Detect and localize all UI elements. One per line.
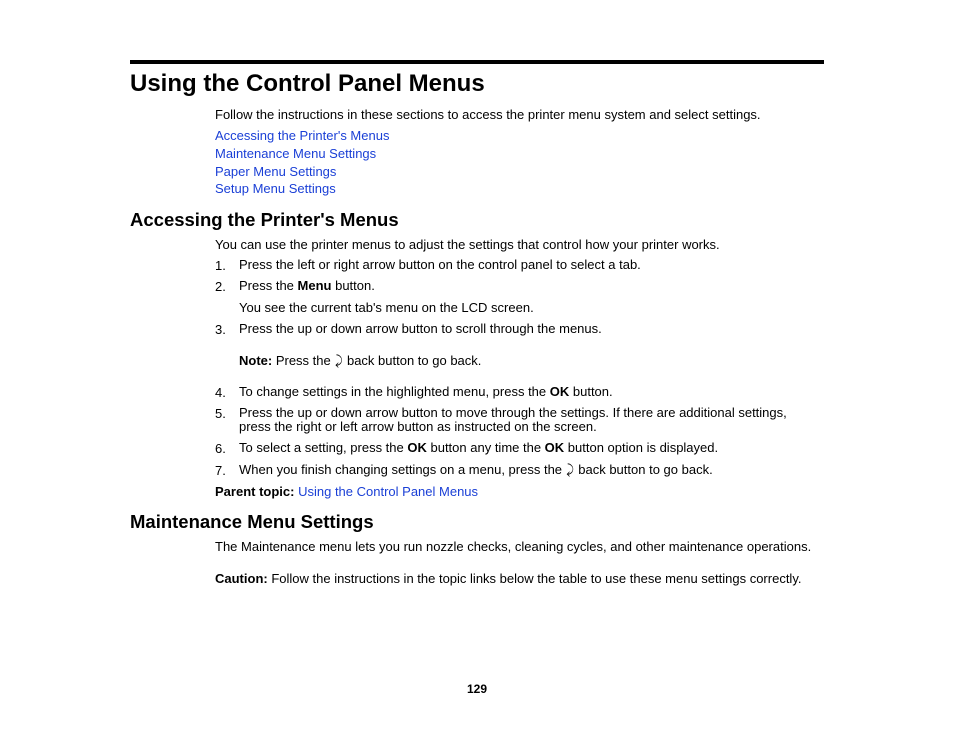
step-number: 4.: [215, 385, 226, 400]
step-number: 3.: [215, 322, 226, 337]
step-text: To change settings in the highlighted menu, press the OK button.: [239, 384, 613, 399]
step-text: When you finish changing settings on a menu, press the ⤸ back button to go back.: [239, 462, 713, 477]
link-maintenance-menu[interactable]: Maintenance Menu Settings: [215, 146, 377, 161]
parent-topic-link[interactable]: Using the Control Panel Menus: [298, 484, 479, 499]
step-result: You see the current tab's menu on the LCD screen.: [239, 300, 534, 315]
parent-topic: Parent topic: Using the Control Panel Menus: [215, 484, 479, 499]
step-number: 1.: [215, 258, 226, 273]
note: Note: Press the ⤸ back button to go back.: [239, 353, 482, 368]
step-text: Press the up or down arrow button to move through the settings. If there are additional settings, press the right or left arrow button as instructed on the screen.: [239, 405, 787, 434]
link-accessing-menus[interactable]: Accessing the Printer's Menus: [215, 128, 390, 143]
step-number: 2.: [215, 279, 226, 294]
step-text: Press the left or right arrow button on the control panel to select a tab.: [239, 257, 641, 272]
title-rule: [130, 60, 824, 64]
section-heading-accessing: Accessing the Printer's Menus: [130, 209, 399, 230]
step-text: Press the Menu button.: [239, 278, 375, 293]
step-number: 5.: [215, 406, 226, 421]
section-heading-maintenance: Maintenance Menu Settings: [130, 511, 374, 532]
step-number: 7.: [215, 463, 226, 478]
link-setup-menu[interactable]: Setup Menu Settings: [215, 181, 336, 196]
page-number: 129: [466, 682, 488, 696]
step-text: To select a setting, press the OK button any time the OK button option is displayed.: [239, 440, 719, 455]
accessing-intro: You can use the printer menus to adjust the settings that control how your printer works.: [215, 237, 720, 252]
page-title: Using the Control Panel Menus: [130, 70, 485, 97]
back-arrow-icon: ⤸: [334, 353, 343, 368]
back-arrow-icon: ⤸: [566, 462, 575, 477]
menu-button-name: Menu: [297, 278, 332, 293]
step-text: Press the up or down arrow button to scroll through the menus.: [239, 321, 602, 336]
maintenance-intro: The Maintenance menu lets you run nozzle checks, cleaning cycles, and other maintenance operations.: [215, 539, 812, 554]
caution: Caution: Follow the instructions in the topic links below the table to use these menu settings correctly.: [215, 571, 802, 586]
intro-text: Follow the instructions in these sections to access the printer menu system and select settings.: [215, 107, 761, 122]
step-number: 6.: [215, 441, 226, 456]
link-paper-menu[interactable]: Paper Menu Settings: [215, 164, 337, 179]
